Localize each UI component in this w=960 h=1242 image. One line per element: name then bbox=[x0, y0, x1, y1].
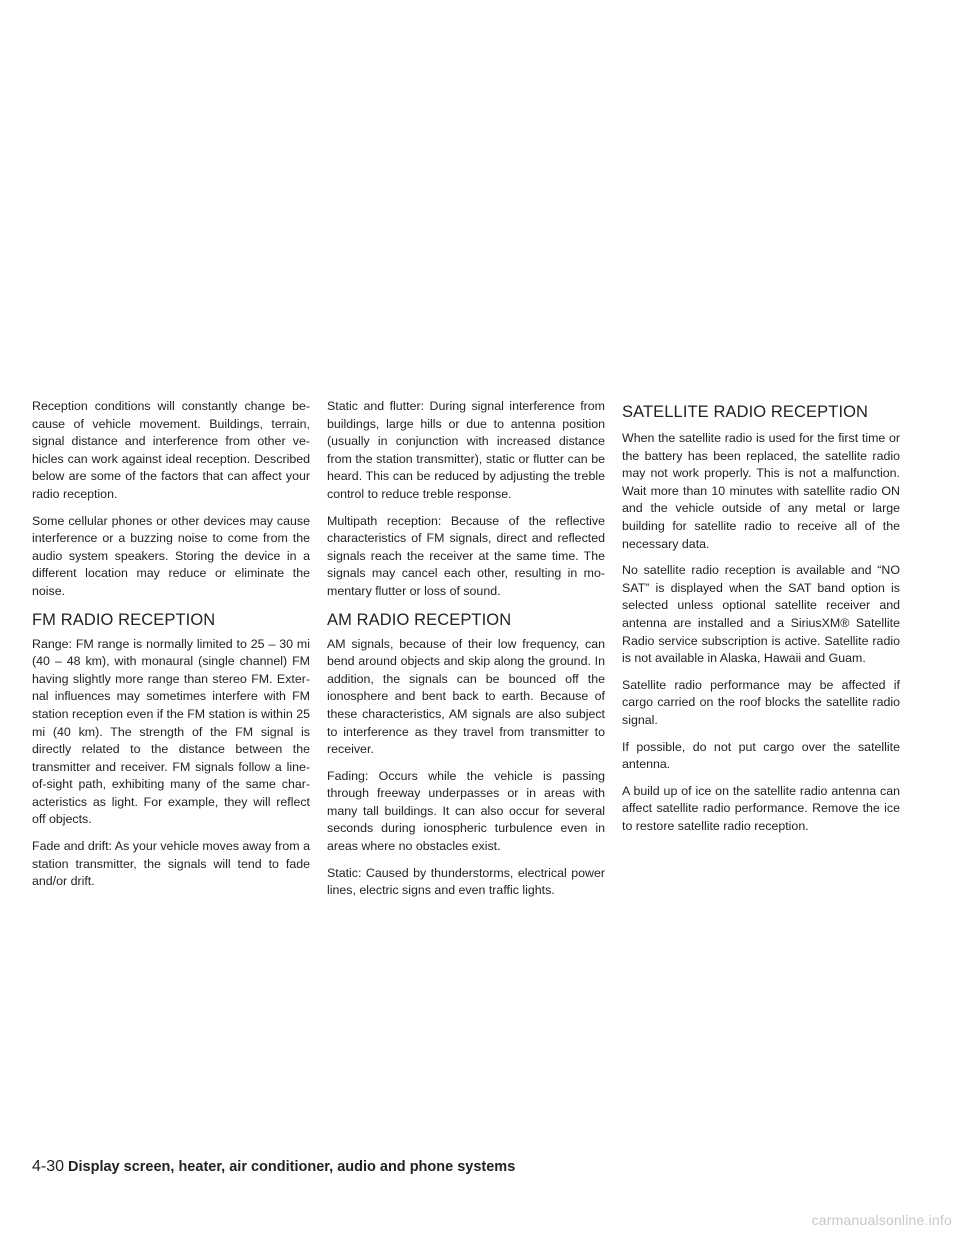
paragraph-no-cargo-over-antenna: If possible, do not put cargo over the satellite antenna. bbox=[622, 739, 900, 772]
page-number: 4-30 bbox=[32, 1158, 65, 1175]
heading-fm-radio-reception: FM RADIO RECEPTION bbox=[32, 610, 216, 629]
paragraph-fade-and-drift: Fade and drift: As your vehicle moves away from a station transmitter, the signals will tend to fade and/or drift. bbox=[32, 839, 310, 889]
paragraph-static-and-flutter: Static and flutter: During signal interference from buildings, large hills or due to antenna position (usually in conjunction with increased distance from the station transmitter), static or flutter can be heard. This can be reduced by adjusting the treble control to reduce treble response. bbox=[327, 399, 605, 501]
page-footer bbox=[32, 1158, 515, 1176]
column-left bbox=[32, 398, 310, 900]
paragraph-reception-conditions: Reception conditions will constantly change because of vehicle movement. Buildings, terrain, signal distance and interference from other vehicles can work against ideal reception. Described below are some of the factors that can affect your radio reception. bbox=[32, 399, 310, 501]
column-right bbox=[622, 402, 900, 844]
paragraph-static: Static: Caused by thunderstorms, electrical power lines, electric signs and even traffic lights. bbox=[327, 865, 605, 898]
paragraph-am-signals: AM signals, because of their low frequency, can bend around objects and skip along the ground. In addition, the signals can be bounced off the ionosphere and bent back to earth. Because of these characteristics, AM signals are also subject to interference as they travel from transmitter to receiver. bbox=[327, 636, 605, 757]
paragraph-ice-on-antenna: A build up of ice on the satellite radio antenna can affect satellite radio performance. Remove the ice to restore satellite radio reception. bbox=[622, 783, 900, 833]
paragraph-cargo-blocks-signal: Satellite radio performance may be affected if cargo carried on the roof blocks the satellite radio signal. bbox=[622, 677, 900, 727]
heading-am-radio-reception: AM RADIO RECEPTION bbox=[327, 610, 512, 629]
section-title: Display screen, heater, air conditioner, audio and phone systems bbox=[68, 1159, 516, 1175]
paragraph-multipath-reception: Multipath reception: Because of the reflective characteristics of FM signals, direct and reflected signals reach the receiver at the same time. The signals may cancel each other, resulting in momentary flutter or loss of sound. bbox=[327, 513, 605, 598]
paragraph-fading: Fading: Occurs while the vehicle is passing through freeway underpasses or in areas with many tall buildings. It can also occur for several seconds during ionospheric turbulence even in areas where no obstacles exist. bbox=[327, 768, 605, 854]
watermark-text: carmanualsonline.info bbox=[811, 1212, 952, 1228]
paragraph-satellite-first-use: When the satellite radio is used for the first time or the battery has been replaced, the satellite radio may not work properly. This is not a malfunction. Wait more than 10 minutes with satellite radio ON and the vehicle outside of any metal or large building for satellite radio to receive all of the necessary data. bbox=[622, 431, 900, 551]
paragraph-cellular-interference: Some cellular phones or other devices may cause interference or a buzzing noise to come from the audio system speakers. Storing the device in a different location may reduce or eliminate the noise. bbox=[32, 513, 310, 598]
paragraph-fm-range: Range: FM range is normally limited to 25 – 30 mi (40 – 48 km), with monaural (single channel) FM having slightly more range than stereo FM. External influences may sometimes interfere with FM station reception even if the FM station is within 25 mi (40 km). The strength of the FM signal is directly related to the distance between the transmitter and receiver. FM signals follow a line-of-sight path, exhibiting many of the same characteristics as light. For example, they will reflect off objects. bbox=[32, 636, 310, 827]
heading-satellite-radio-reception: SATELLITE RADIO RECEPTION bbox=[622, 403, 869, 421]
paragraph-no-sat: No satellite radio reception is available and “NO SAT” is displayed when the SAT band option is selected unless optional satellite receiver and antenna are installed and a SiriusXM® Satellite Radio service subscription is active. Satellite radio is not available in Alaska, Hawaii and Guam. bbox=[622, 563, 900, 666]
column-middle bbox=[327, 398, 605, 909]
